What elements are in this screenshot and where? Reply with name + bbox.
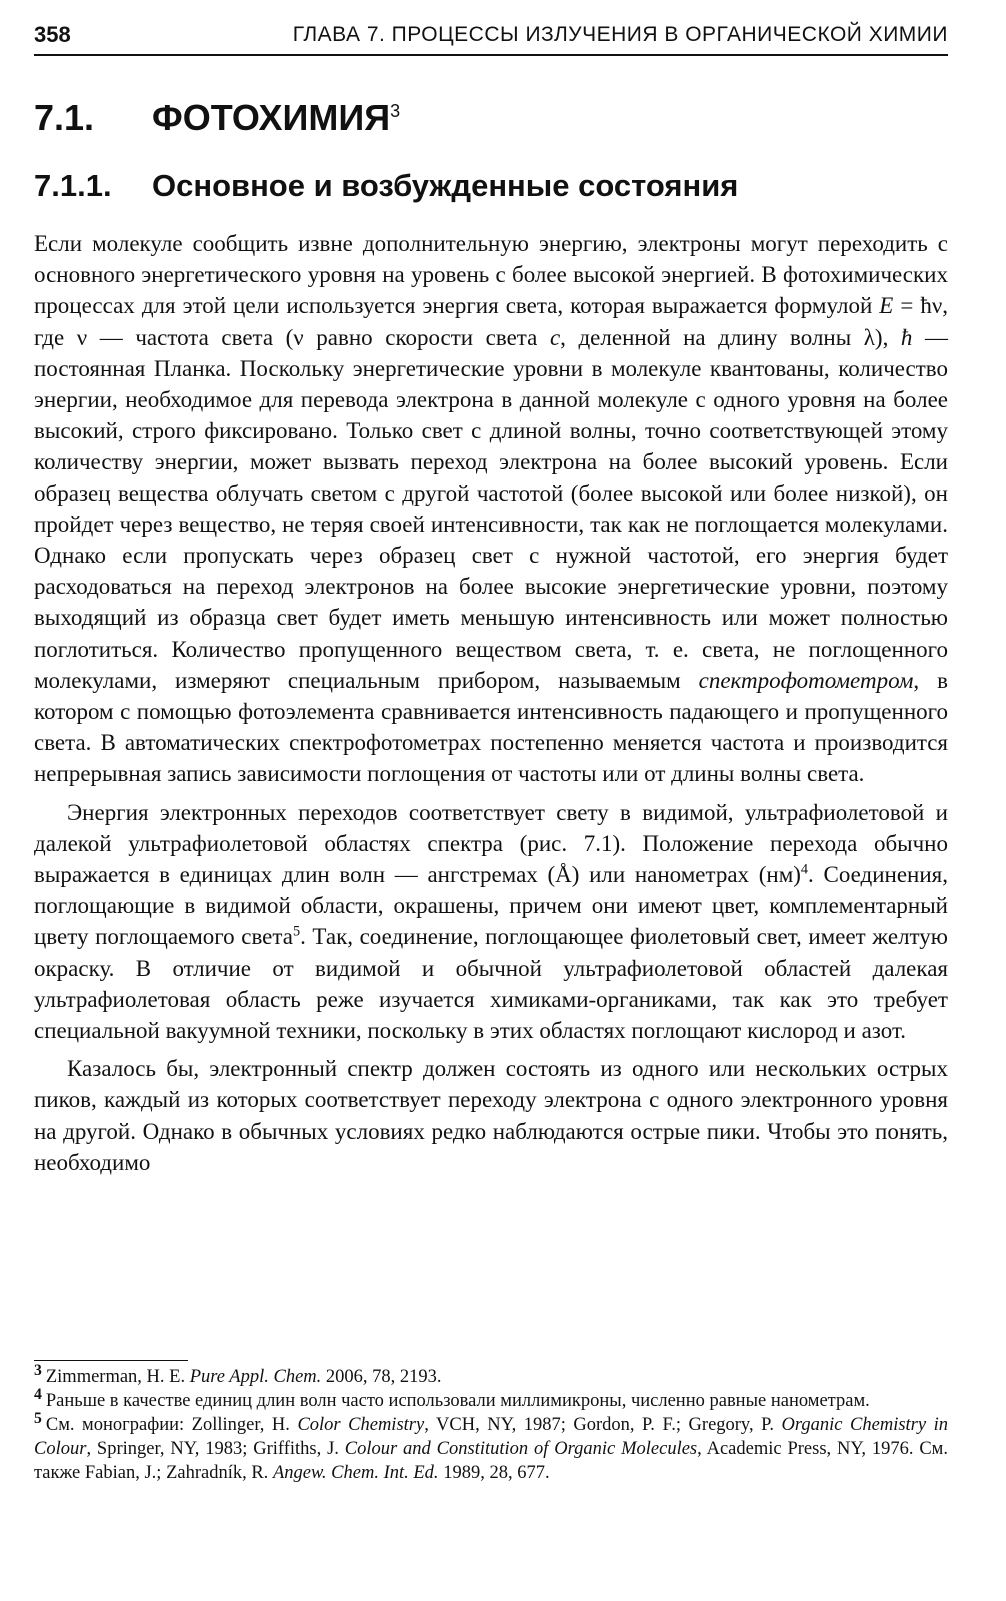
footnote-number: 3 [34, 1361, 42, 1379]
section-title [152, 98, 400, 138]
book-title: Color Chemistry [297, 1415, 425, 1435]
italic-term: спектрофотометром [698, 667, 914, 693]
chapter-title: ГЛАВА 7. ПРОЦЕССЫ ИЗЛУЧЕНИЯ В ОРГАНИЧЕСКОЙ ХИМИИ [292, 23, 948, 46]
footnote-number: 5 [34, 1409, 42, 1427]
formula-symbol: E [879, 293, 894, 319]
page-number: 358 [34, 22, 71, 47]
journal-title: Angew. Chem. Int. Ed. [272, 1463, 439, 1483]
book-title: Colour and Constitution of Organic Molecules [344, 1439, 698, 1459]
footnote-number: 4 [34, 1385, 42, 1403]
text-run: Раньше в качестве единиц длин волн часто использовали миллимикроны, численно равные нанометрам. [45, 1391, 870, 1411]
journal-title: Pure Appl. Chem. [189, 1367, 322, 1387]
text-run: 1989, 28, 677. [438, 1463, 550, 1483]
text-run: , Springer, NY, 1983; Griffiths, J. [86, 1439, 345, 1459]
text-run: , VCH, NY, 1987; Gordon, P. F.; Gregory, P. [424, 1415, 782, 1435]
text-run: , Academic Press, NY, 1976. См. также Fabian, J.; Zahradník, R. [34, 1439, 948, 1483]
text-run: — постоянная Планка. Поскольку энергетические уровни в молекуле квантованы, количество энергии, необходимое для перевода электрона в данной молекуле с одного уровня на более высокий, строго фиксировано. Только свет с длиной волны, точно соответствующей этому количеству энергии, может вызвать переход электрона на более высокий уровень. Если образец вещества облучать светом с другой частотой (более высокой или более низкой), он пройдет через вещество, не теряя своей интенсивности, так как не поглощается молекулами. Однако если пропускать через образец свет с нужной частотой, его энергия будет расходоваться на переход электронов на более высокие энергетические уровни, поэтому выходящий из образца свет будет иметь меньшую интенсивность или может полностью поглотиться. Количество пропущенного веществом света, т. е. света, не поглощенного молекулами, измеряют специальным прибором, называемым [34, 324, 948, 693]
subsection-number: 7.1.1. [34, 168, 112, 203]
text-run: , деленной на длину волны λ), [560, 324, 901, 350]
text-run: 2006, 78, 2193. [321, 1367, 442, 1387]
paragraph-1 [34, 228, 948, 790]
text-run: Zimmerman, H. E. [45, 1367, 190, 1387]
section-title-text: ФОТОХИМИЯ [152, 97, 391, 138]
section-heading [34, 98, 948, 138]
formula-text: = ħν [893, 293, 943, 319]
formula-symbol: ħ [900, 324, 913, 350]
body-text [34, 228, 948, 1178]
footnote-5 [34, 1409, 948, 1485]
footnotes [34, 1360, 948, 1485]
footnote-4 [34, 1385, 948, 1413]
paragraph-3: Казалось бы, электронный спектр должен состоять из одного или нескольких острых пиков, каждый из которых соответствует переходу электрона с одного электронного уровня на другой. Однако в обычных условиях редко наблюдаются острые пики. Чтобы это понять, необходимо [34, 1056, 948, 1175]
subsection-heading [34, 168, 948, 204]
footnote-3 [34, 1361, 948, 1389]
footnote-ref-5: 5 [292, 923, 301, 940]
footnote-ref-4: 4 [800, 861, 809, 878]
text-run: . Так, соединение, поглощающее фиолетовый свет, имеет желтую окраску. В отличие от видимой и обычной ультрафиолетовой областей далекая ультрафиолетовая область реже изучается химиками-органиками, так как это требует специальной вакуумной техники, поскольку в этих областях поглощают кислород и азот. [34, 924, 948, 1044]
text-run: См. монографии: Zollinger, H. [45, 1415, 298, 1435]
section-number: 7.1. [34, 97, 95, 138]
subsection-title: Основное и возбужденные состояния [152, 168, 739, 203]
formula-symbol: c [549, 324, 561, 350]
running-header [34, 22, 948, 56]
text-run: Энергия электронных переходов соответствует свету в видимой, ультрафиолетовой и далекой ультрафиолетовой областях спектра (рис. 7.1). Положение перехода обычно выражается в единицах длин волн — ангстремах (Å) или нанометрах (нм) [34, 799, 948, 888]
book-title: Organic Chemistry in Colour [34, 1415, 948, 1459]
book-page [34, 22, 948, 1483]
text-run: Если молекуле сообщить извне дополнительную энергию, электроны могут переходить с основного энергетического уровня на уровень с более высокой энергией. В фотохимических процессах для этой цели используется энергия света, которая выражается формулой [34, 231, 948, 319]
footnote-divider [34, 1360, 188, 1361]
footnote-ref-3: 3 [390, 101, 401, 121]
text-run: , в котором с помощью фотоэлемента сравнивается интенсивность падающего и пропущенного света. В автоматических спектрофотометрах постепенно меняется частота и производится непрерывная запись зависимости поглощения от частоты или от длины волны света. [34, 667, 948, 787]
text-run: . Соединения, поглощающие в видимой области, окрашены, причем они имеют цвет, комплементарный цвету поглощаемого света [34, 862, 948, 950]
text-run: , где ν — частота света (ν равно скорости света [34, 293, 948, 350]
paragraph-2 [34, 797, 948, 1047]
